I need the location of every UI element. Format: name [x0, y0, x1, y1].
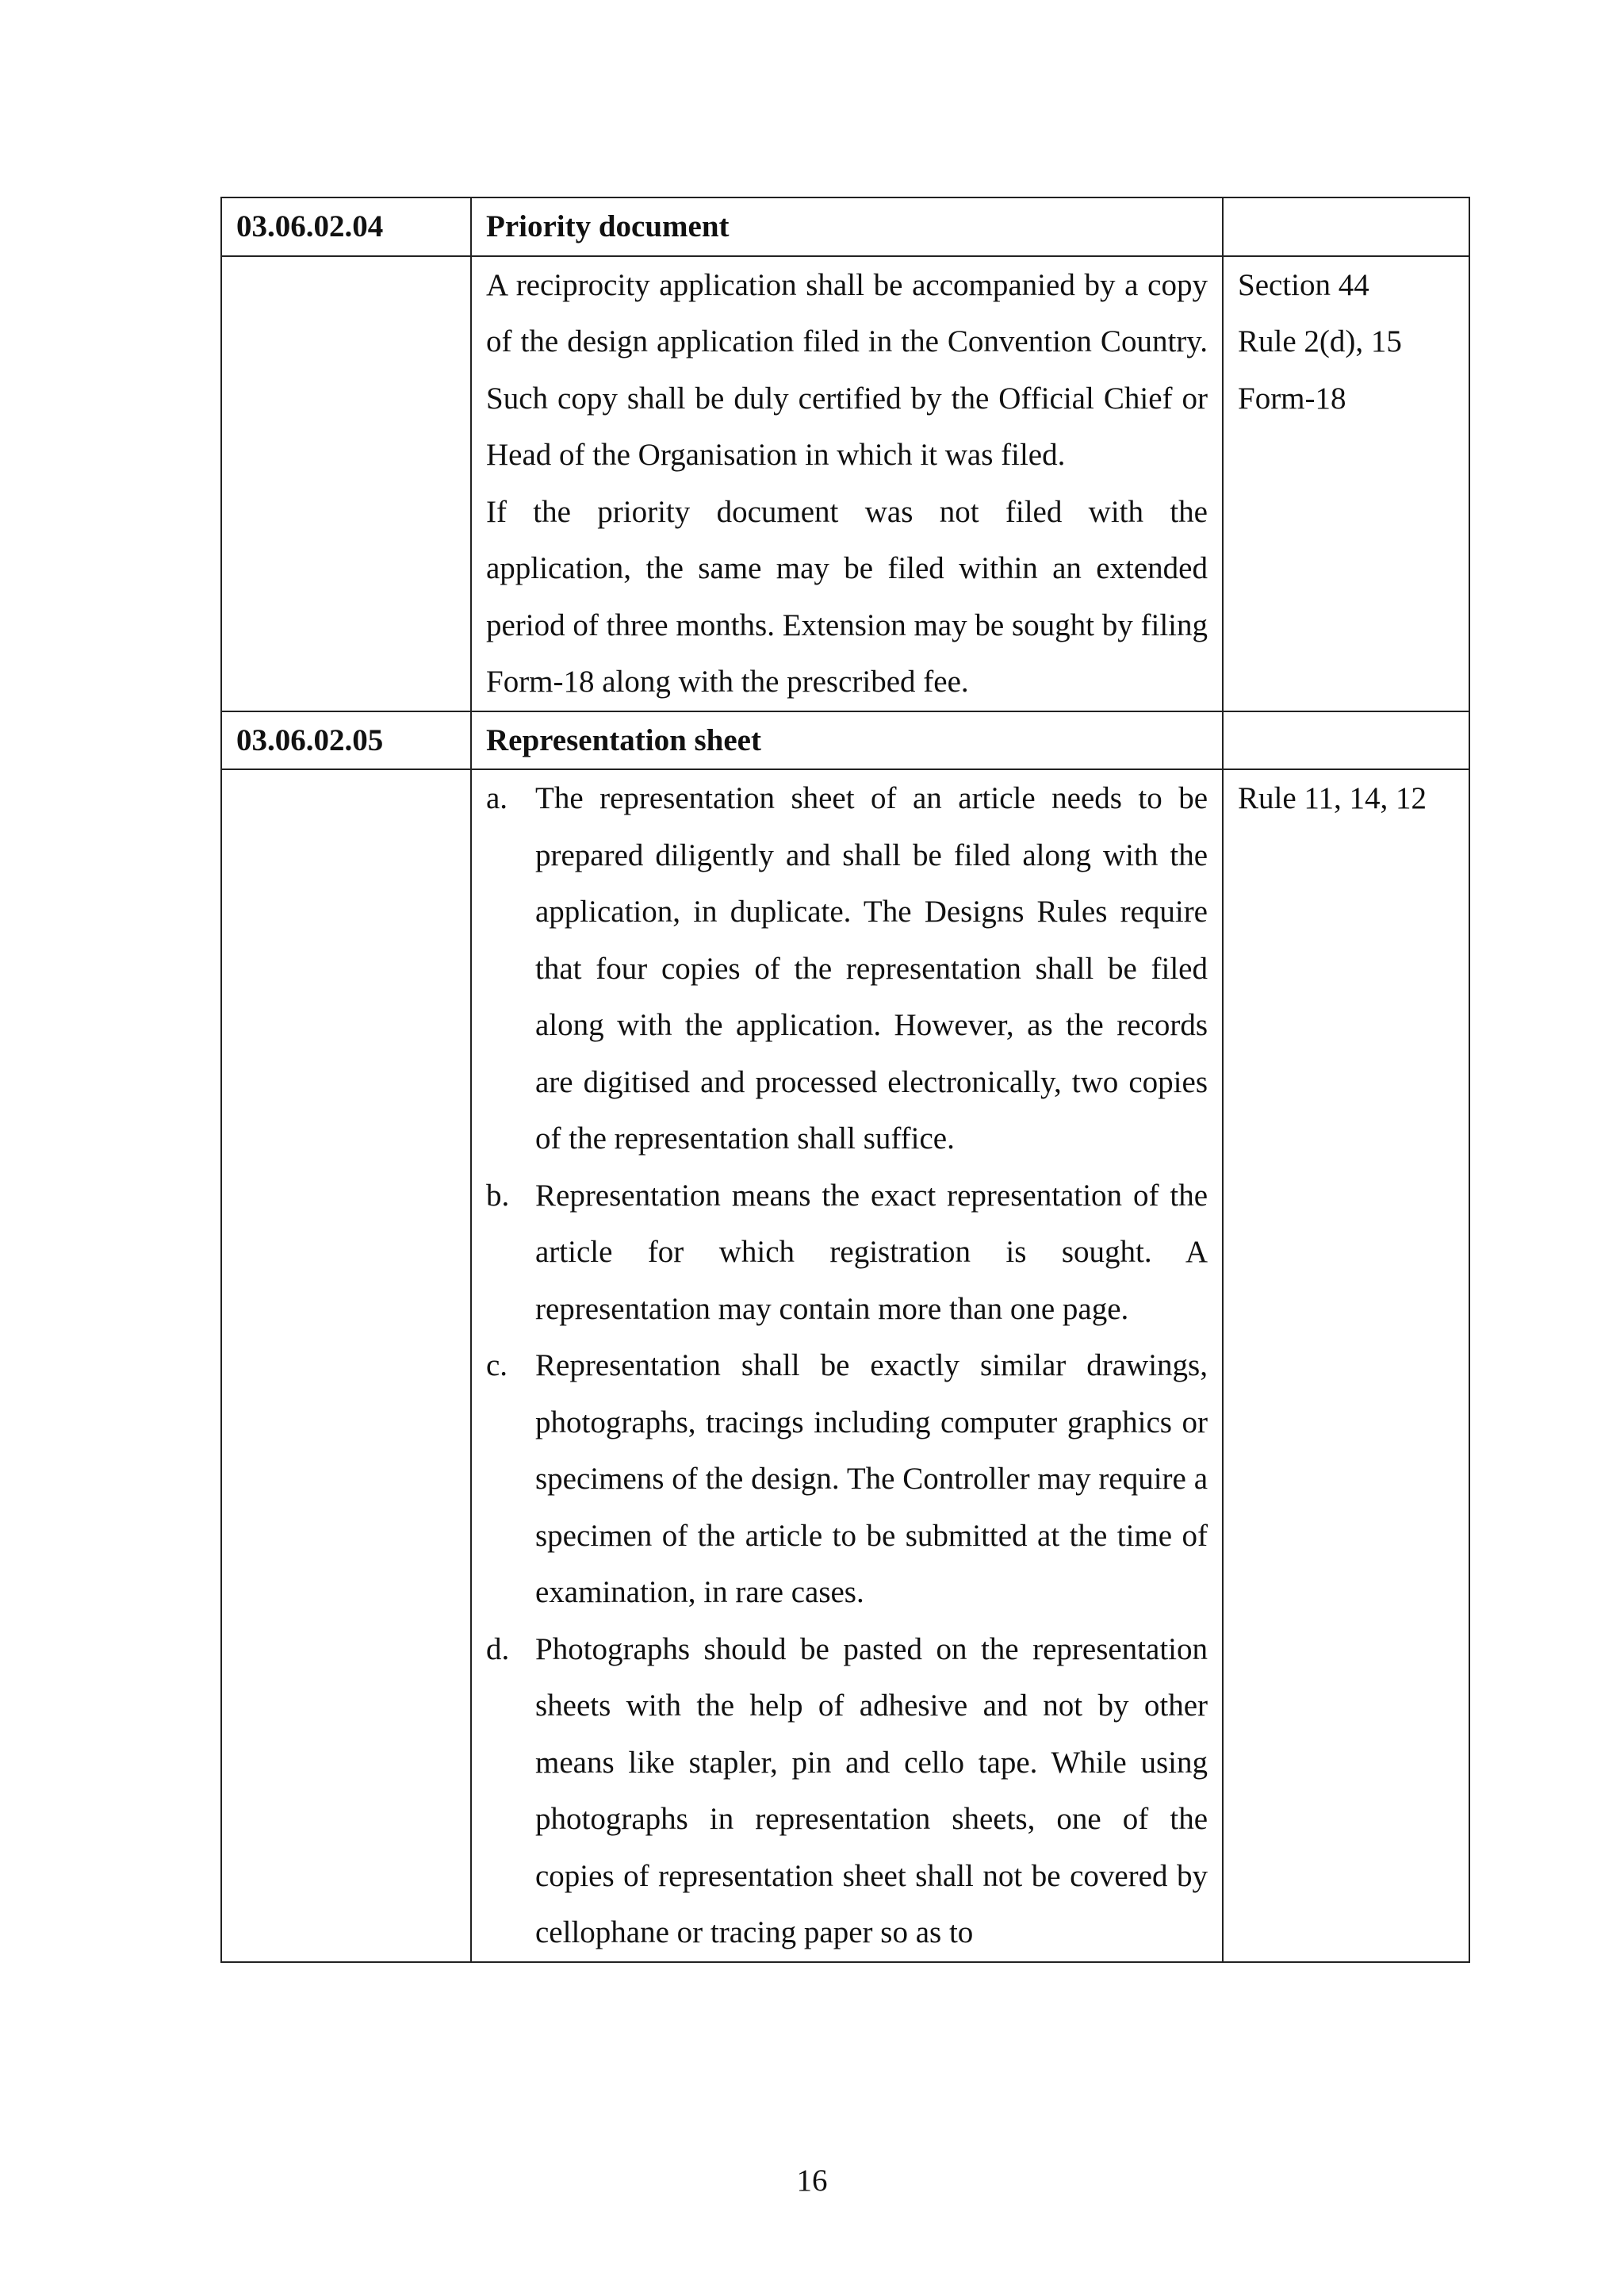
section-body — [471, 769, 1223, 1962]
list-marker: c. — [486, 1348, 508, 1382]
section-number: 03.06.02.05 — [221, 711, 471, 770]
page-number: 16 — [796, 2164, 828, 2198]
list-item-text: The representation sheet of an article needs to be prepared diligently and shall be filed along with the application, in duplicate. The Designs Rules require that four copies of the representation shall be filed along with the application. However, as the records are digitised and processed electronically, two copies of the representation shall suffice. — [535, 781, 1208, 1156]
list-item-text: Photographs should be pasted on the representation sheets with the help of adhesive and not by other means like stapler, pin and cello tape. While using photographs in representation sheets, one of the copies of representation sheet shall not be covered by cellophane or tracing paper so as to — [535, 1631, 1208, 1949]
list-item — [486, 1337, 1208, 1621]
list-marker: d. — [486, 1631, 510, 1666]
reference-cell — [1223, 769, 1469, 1962]
section-title: Representation sheet — [471, 711, 1223, 770]
section-number: 03.06.02.04 — [221, 197, 471, 256]
list-item-text: Representation means the exact representation of the article for which registration is sought. A representation may contain more than one page. — [535, 1178, 1208, 1326]
number-cell-empty — [221, 769, 471, 1962]
section-heading-row — [221, 197, 1469, 256]
section-body-row — [221, 769, 1469, 1962]
reference-item: Rule 2(d), 15 — [1238, 324, 1402, 358]
reference-item: Rule 11, 14, 12 — [1238, 781, 1427, 815]
reference-cell-empty — [1223, 711, 1469, 770]
section-body-row — [221, 256, 1469, 711]
list-item — [486, 1167, 1208, 1338]
list-item — [486, 770, 1208, 1167]
body-paragraph: If the priority document was not filed with the application, the same may be filed within an extended period of three months. Extension may be sought by filing Form-18 along with the prescribed fee. — [486, 494, 1208, 699]
list-item — [486, 1621, 1208, 1961]
section-heading-row — [221, 711, 1469, 770]
list-item-text: Representation shall be exactly similar drawings, photographs, tracings including computer graphics or specimens of the design. The Controller may require a specimen of the article to be submitted at the time of examination, in rare cases. — [535, 1348, 1208, 1609]
section-body — [471, 256, 1223, 711]
list-marker: a. — [486, 781, 508, 815]
body-paragraph: A reciprocity application shall be accompanied by a copy of the design application filed in the Convention Country. Such copy shall be duly certified by the Official Chief or Head of the Organisation in which it was filed. — [486, 267, 1208, 472]
list-marker: b. — [486, 1178, 510, 1213]
number-cell-empty — [221, 256, 471, 711]
section-title: Priority document — [471, 197, 1223, 256]
guidelines-table — [220, 197, 1470, 1963]
reference-item: Section 44 — [1238, 267, 1369, 302]
item-list — [486, 770, 1208, 1961]
reference-item: Form-18 — [1238, 381, 1346, 416]
reference-cell-empty — [1223, 197, 1469, 256]
reference-cell — [1223, 256, 1469, 711]
